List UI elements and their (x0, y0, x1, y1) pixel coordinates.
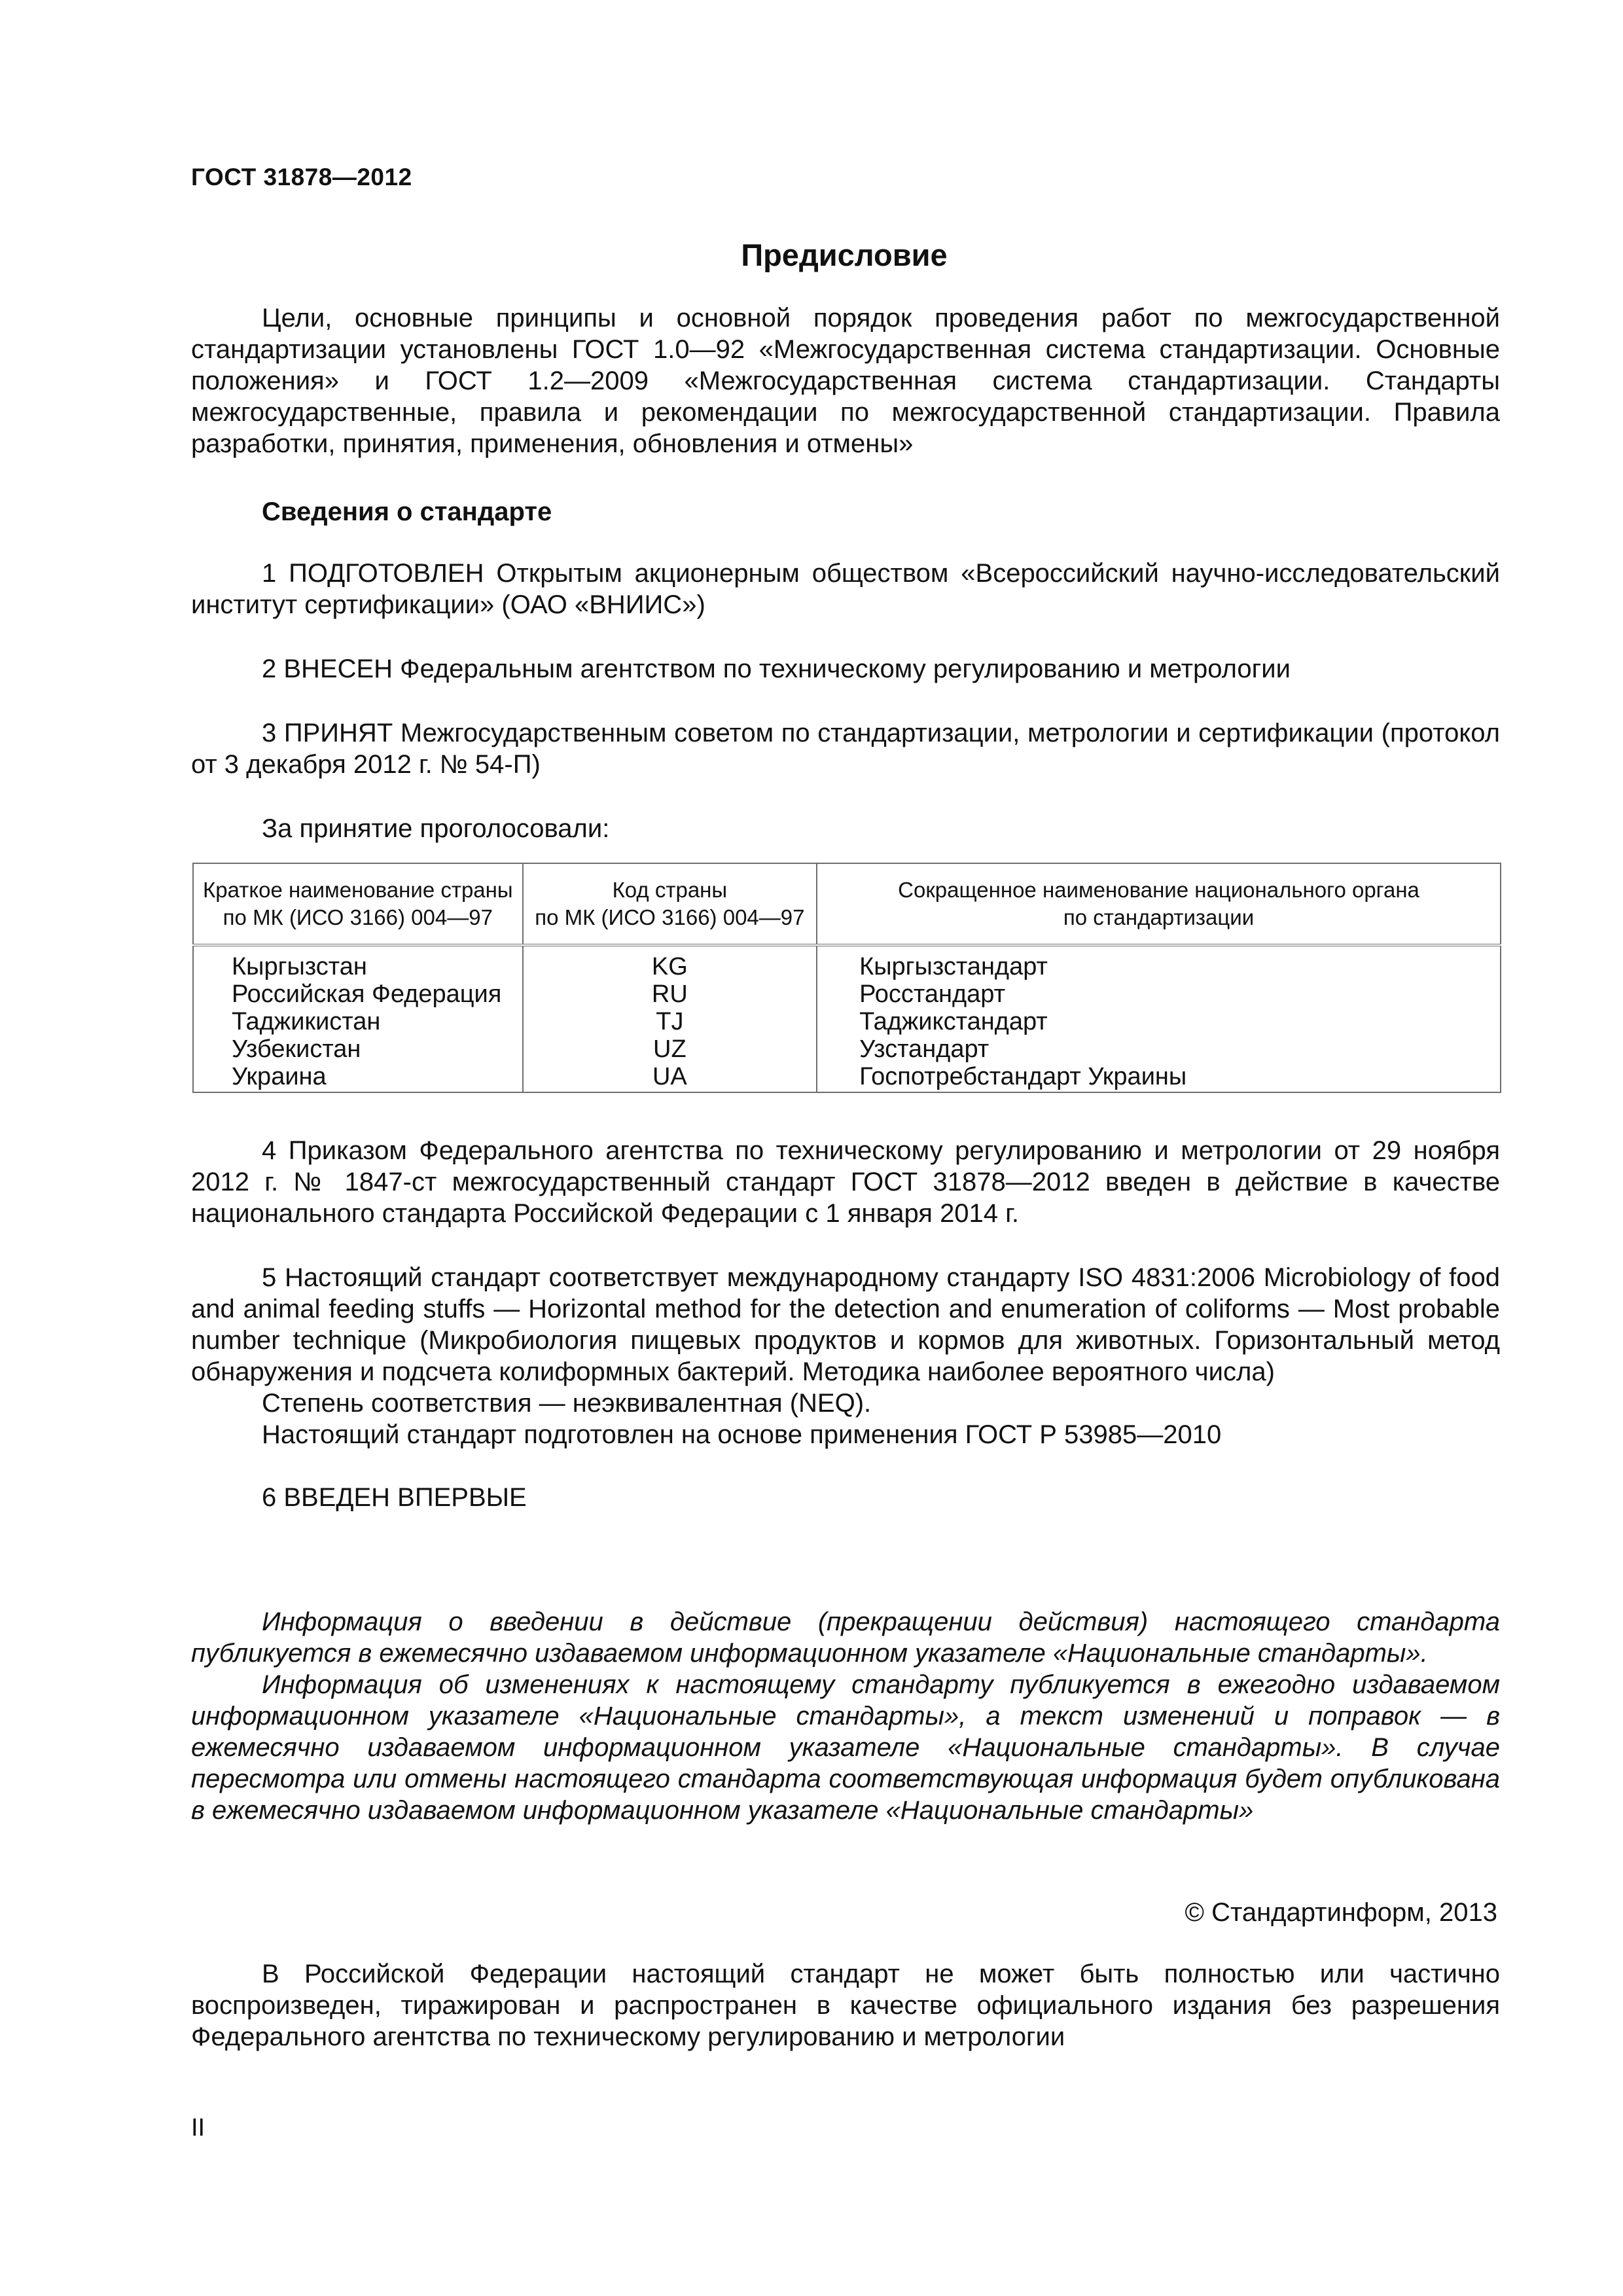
table-row (193, 980, 1501, 1008)
body-cell: Кыргызстандарт (817, 945, 1501, 980)
code-cell: UZ (523, 1035, 817, 1063)
page-title: Предисловие (741, 238, 948, 272)
column-header-code (523, 863, 817, 945)
notice-changes: Информация об изменениях к настоящему стандарту публикуется в ежегодно издаваемом информационном указателе «Национальные стандарты», а текст изменений и поправок — в ежемесячно издаваемом информационном указателе «Национальные стандарты». В случае пересмотра или отмены настоящего стандарта соответствующая информация будет опубликована в ежемесячно издаваемом информационном указателе «Национальные стандарты» (191, 1670, 1500, 1825)
voting-countries-table (192, 863, 1501, 1093)
conformity-degree: Степень соответствия — неэквивалентная (NEQ). (262, 1389, 872, 1418)
basis-statement: Настоящий стандарт подготовлен на основе применения ГОСТ Р 53985—2010 (262, 1420, 1222, 1449)
column-header-country-line2: по МК (ИСО 3166) 004—97 (223, 905, 493, 929)
voted-label: За принятие проголосовали: (262, 814, 610, 843)
body-cell: Росстандарт (817, 980, 1501, 1008)
body-cell: Таджикстандарт (817, 1008, 1501, 1035)
item-4-paragraph: 4 Приказом Федерального агентства по техническому регулированию и метрологии от 29 ноября 2012 г. № 1847-ст межгосударственный стандарт ГОСТ 31878—2012 введен в действие в качестве национального стандарта Российской Федерации с 1 января 2014 г. (191, 1136, 1500, 1228)
notice-introduction: Информация о введении в действие (прекращении действия) настоящего стандарта публикуется в ежемесячно издаваемом информационном указателе «Национальные стандарты». (191, 1607, 1500, 1668)
table-header-row (193, 863, 1501, 945)
column-header-body (817, 863, 1501, 945)
table-row (193, 945, 1501, 980)
document-designation: ГОСТ 31878—2012 (191, 164, 412, 190)
table-row (193, 1063, 1501, 1092)
body-cell: Госпотребстандарт Украины (817, 1063, 1501, 1092)
table-row (193, 1008, 1501, 1035)
body-cell: Узстандарт (817, 1035, 1501, 1063)
column-header-country-line1: Краткое наименование страны (203, 878, 513, 902)
country-cell: Узбекистан (193, 1035, 523, 1063)
copyright: © Стандартинформ, 2013 (1185, 1898, 1497, 1927)
country-cell: Кыргызстан (193, 945, 523, 980)
info-heading: Сведения о стандарте (262, 497, 552, 526)
page-number: II (191, 2114, 205, 2142)
table-row (193, 1035, 1501, 1063)
item-2-paragraph: 2 ВНЕСЕН Федеральным агентством по техническому регулированию и метрологии (262, 655, 1291, 683)
country-cell: Украина (193, 1063, 523, 1092)
column-header-code-line2: по МК (ИСО 3166) 004—97 (535, 905, 805, 929)
item-3-paragraph: 3 ПРИНЯТ Межгосударственным советом по стандартизации, метрологии и сертификации (протокол от 3 декабря 2012 г. № 54-П) (191, 719, 1500, 779)
intro-paragraph: Цели, основные принципы и основной порядок проведения работ по межгосударственной стандартизации установлены ГОСТ 1.0—92 «Межгосударственная система стандартизации. Основные положения» и ГОСТ 1.2—2009 «Межгосударственная система стандартизации. Стандарты межгосударственные, правила и рекомендации по межгосударственной стандартизации. Правила разработки, принятия, применения, обновления и отмены» (191, 304, 1500, 458)
column-header-code-line1: Код страны (612, 878, 728, 902)
item-6-paragraph: 6 ВВЕДЕН ВПЕРВЫЕ (262, 1483, 527, 1512)
country-cell: Российская Федерация (193, 980, 523, 1008)
country-cell: Таджикистан (193, 1008, 523, 1035)
item-1-paragraph: 1 ПОДГОТОВЛЕН Открытым акционерным обществом «Всероссийский научно-исследовательский институт сертификации» (ОАО «ВНИИС») (191, 559, 1500, 619)
rights-statement: В Российской Федерации настоящий стандарт не может быть полностью или частично воспроизведен, тиражирован и распространен в качестве официального издания без разрешения Федерального агентства по техническому регулированию и метрологии (191, 1960, 1500, 2051)
code-cell: RU (523, 980, 817, 1008)
column-header-body-line2: по стандартизации (1063, 905, 1255, 929)
column-header-body-line1: Сокращенное наименование национального органа (898, 878, 1419, 902)
column-header-country (193, 863, 523, 945)
item-5-paragraph: 5 Настоящий стандарт соответствует международному стандарту ISO 4831:2006 Microbiology of food and animal feeding stuffs — Horizontal method for the detection and enumeration of coliforms — Most probable number technique (Микробиология пищевых продуктов и кормов для животных. Горизонтальный метод обнаружения и подсчета колиформных бактерий. Методика наиболее вероятного числа) (191, 1263, 1500, 1386)
code-cell: UA (523, 1063, 817, 1092)
code-cell: TJ (523, 1008, 817, 1035)
code-cell: KG (523, 945, 817, 980)
